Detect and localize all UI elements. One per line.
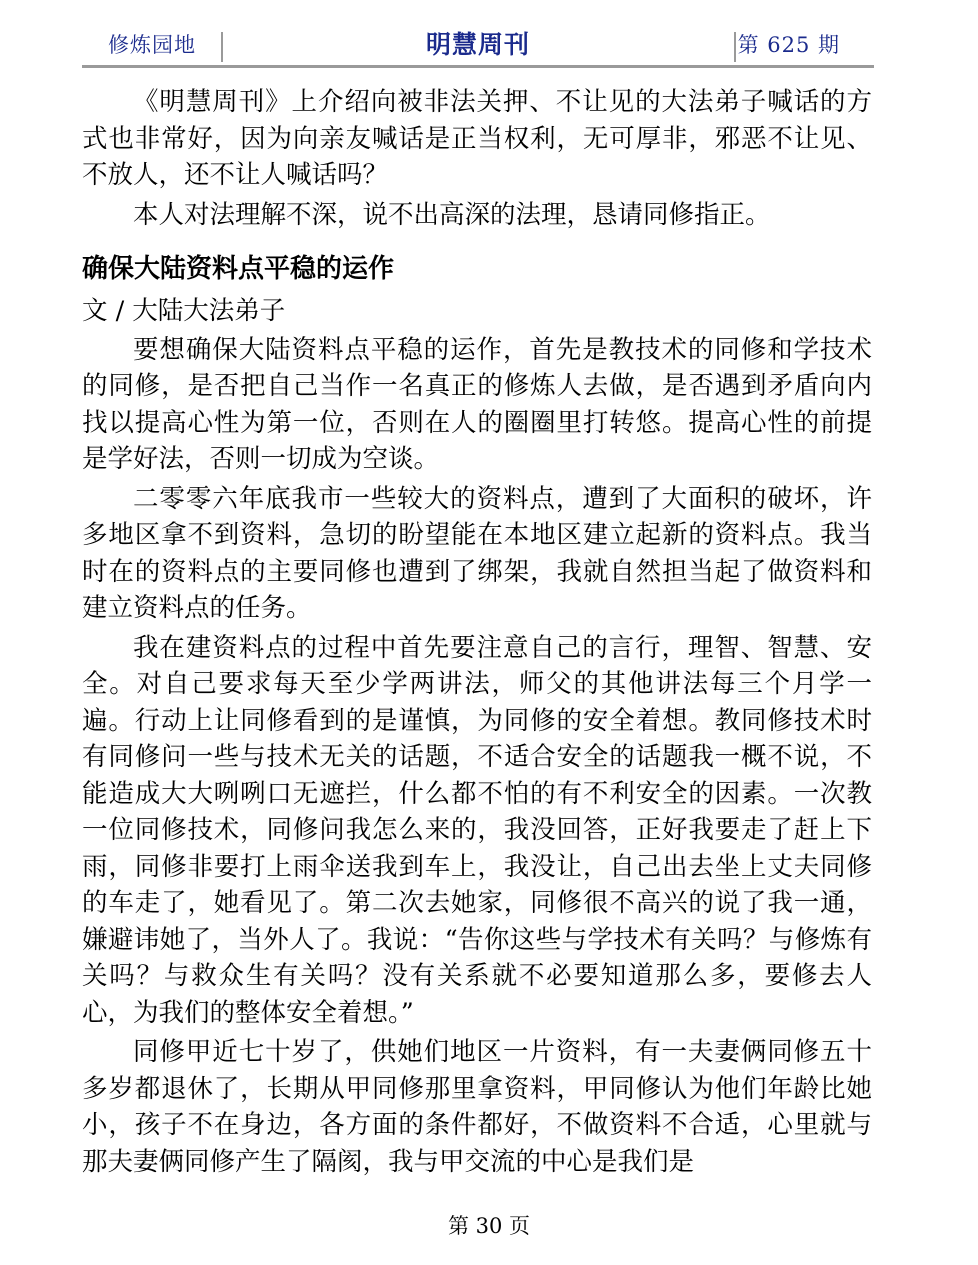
page-number: 第 30 页	[447, 1214, 531, 1238]
article-title: 确保大陆资料点平稳的运作	[82, 254, 395, 284]
page-header	[82, 26, 874, 68]
header-rule	[82, 65, 874, 68]
publication-title: 明慧周刊	[425, 30, 530, 59]
article-paragraph: 要想确保大陆资料点平稳的运作，首先是教技术的同修和学技术的同修，是否把自己当作一名真正的修炼人去做，是否遇到矛盾向内找以提高心性为第一位，否则在人的圈圈里打转悠。提高心性的前提是学好法，否则一切成为空谈。	[82, 334, 872, 474]
intro-paragraph: 《明慧周刊》上介绍向被非法关押、不让见的大法弟子喊话的方式也非常好，因为向亲友喊话是正当权利，无可厚非，邪恶不让见、不放人，还不让人喊话吗？	[82, 87, 872, 190]
article-paragraph: 二零零六年底我市一些较大的资料点，遭到了大面积的破坏，许多地区拿不到资料，急切的盼望能在本地区建立起新的资料点。我当时在的资料点的主要同修也遭到了绑架，我就自然担当起了做资料和建立资料点的任务。	[82, 483, 872, 623]
issue-number: 第 625 期	[737, 33, 840, 57]
article-byline: 文 / 大陆大法弟子	[82, 296, 286, 326]
page-content	[82, 84, 872, 1180]
intro-paragraph: 本人对法理解不深，说不出高深的法理，恳请同修指正。	[133, 199, 771, 230]
article-paragraph: 我在建资料点的过程中首先要注意自己的言行，理智、智慧、安全。对自己要求每天至少学两讲法，师父的其他讲法每三个月学一遍。行动上让同修看到的是谨慎，为同修的安全着想。教同修技术时有同修问一些与技术无关的话题，不适合安全的话题我一概不说，不能造成大大咧咧口无遮拦，什么都不怕的有不利安全的因素。一次教一位同修技术，同修问我怎么来的，我没回答，正好我要走了赶上下雨，同修非要打上雨伞送我到车上，我没让，自己出去坐上丈夫同修的车走了，她看见了。第二次去她家，同修很不高兴的说了我一通，嫌避讳她了，当外人了。我说：“告你这些与学技术有关吗？与修炼有关吗？与救众生有关吗？没有关系就不必要知道那么多，要修去人心，为我们的整体安全着想。”	[82, 632, 872, 1028]
section-name: 修炼园地	[108, 33, 196, 57]
article-paragraph: 同修甲近七十岁了，供她们地区一片资料，有一夫妻俩同修五十多岁都退休了，长期从甲同修那里拿资料，甲同修认为他们年龄比她小，孩子不在身边，各方面的条件都好，不做资料不合适，心里就与那夫妻俩同修产生了隔阂，我与甲交流的中心是我们是	[82, 1037, 872, 1177]
header-divider-right	[734, 32, 736, 62]
